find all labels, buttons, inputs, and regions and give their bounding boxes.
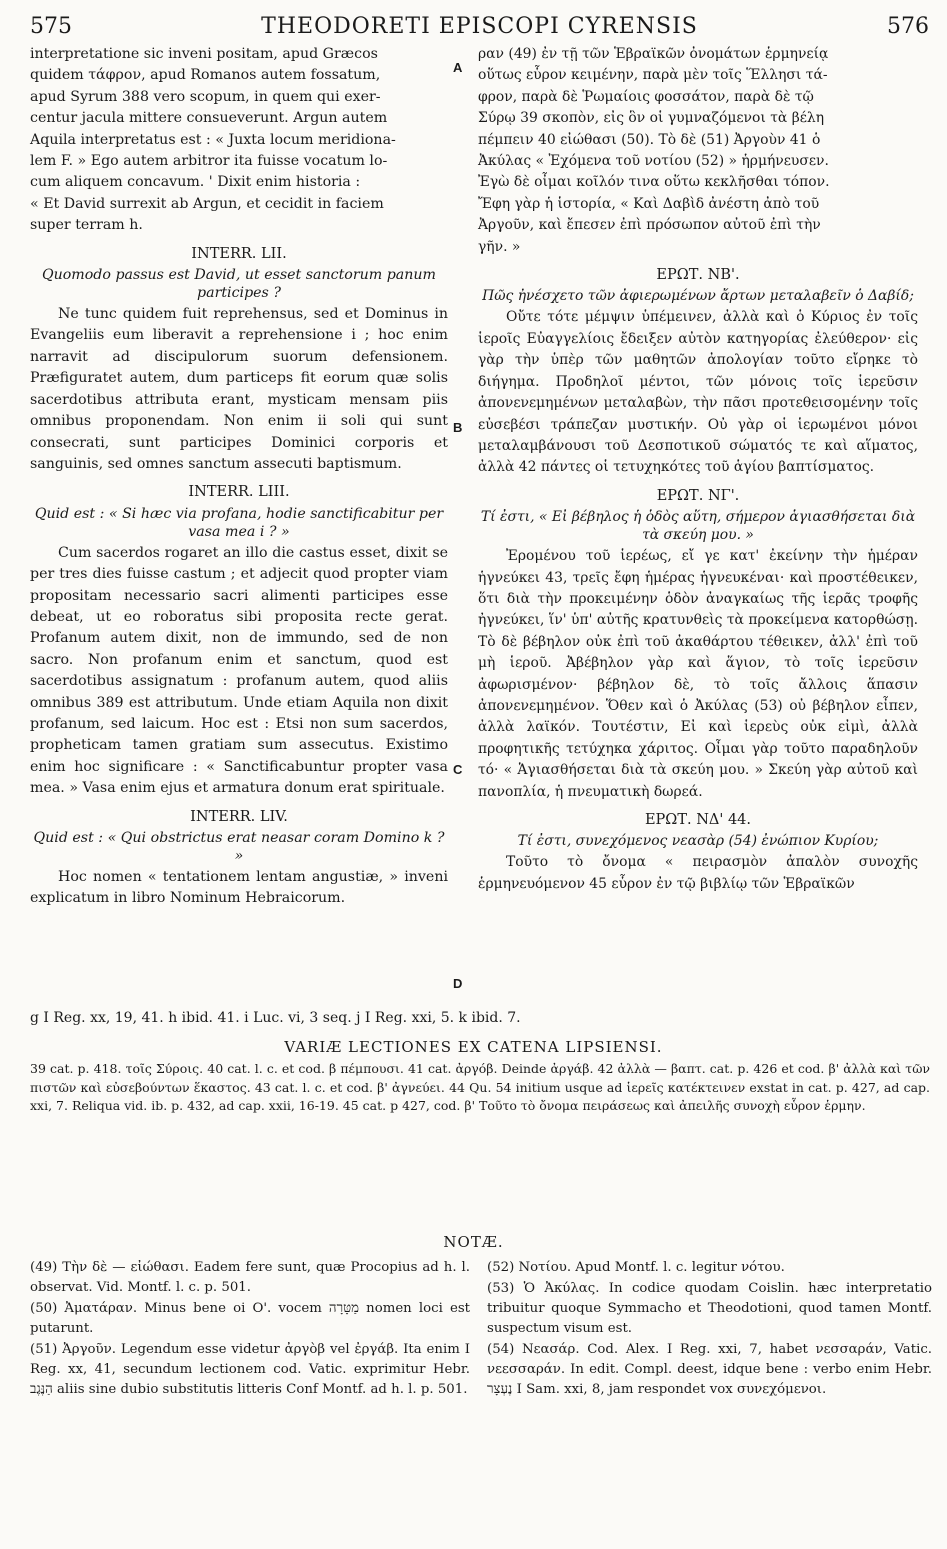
section-text: Οὔτε τότε μέμψιν ὑπέμεινεν, ἀλλὰ καὶ ὁ Κύριος ἐν τοῖς ἱεροῖς Εὐαγγελίοις ἔδειξεν αὐτὸν κατηγορίας ἐλεύθερον· εἰς γὰρ τὴν ὑπὲρ τῶν μαθητῶν ἀπολογίαν τοῦτο εἴρηκε τὸ διήγημα. Προδηλοῖ μέντοι, τῶν μόνοις τοῖς ἱερεῦσιν ἀπονενεμημένων μεταλαβὼν, τὴν πᾶσι προτεθεισομένην τοῖς εὐσεβέσι τράπεζαν μυστικήν. Οὐ γὰρ οἱ ἱερωμένοι μόνοι μεταλαμβάνουσι τοῦ Δεσποτικοῦ σώματός τε καὶ αἵματος, ἀλλὰ 42 πάντες οἱ τετυχηκότες τοῦ ἁγίου βαπτίσματος. <box>478 309 918 476</box>
scripture-footnotes: g I Reg. xx, 19, 41. h ibid. 41. i Luc. vi, 3 seq. j I Reg. xxi, 5. k ibid. 7. <box>30 1010 521 1026</box>
notes-left-column <box>30 1258 470 1401</box>
greek-intro-line: φρον, παρὰ δὲ Ῥωμαίοις φοσσάτον, παρὰ δὲ τῷ <box>478 88 814 105</box>
latin-section-53 <box>30 482 448 799</box>
section-question: Quid est : « Qui obstrictus erat neasar coram Domino k ? » <box>33 830 445 864</box>
greek-intro-line: Ἐγὼ δὲ οἶμαι κοῖλόν τινα οὕτω κεκλῆσθαι τόπον. <box>478 174 830 191</box>
margin-marker-a: A <box>453 60 463 75</box>
margin-marker-b: B <box>453 420 463 435</box>
greek-intro-line: Ἀκύλας « Ἐχόμενα τοῦ νοτίου (52) » ἡρμήνευσεν. <box>478 153 829 170</box>
note-item: (54) Νεασάρ. Cod. Alex. I Reg. xxi, 7, habet νεσσαράν, Vatic. νεεσσαράν. In edit. Compl. deest, idque bene : verbo enim Hebr. נֶעְצָר I Sam. xxi, 8, jam respondet vox συνεχόμενοι. <box>487 1342 932 1397</box>
margin-marker-c: C <box>453 762 463 777</box>
section-text: Cum sacerdos rogaret an illo die castus esset, dixit se per tres dies fuisse castum ; et adjecit quod propter viam propositam necessario sacri alimenti participes esse debeat, ut eo roboratus sibi proposita recte gerat. Profanum autem dixit, non de immundo, sed de non sacro. Non profanum enim et sanctum, quod est sacerdotibus assignatum : profanum autem, quod aliis omnibus 389 est attributum. Unde etiam Aquila non dixit profanum, sed laicum. Hoc est : Etsi non sum sacerdos, propheticam tamen gratiam sum assecutus. Existimo enim hoc significare : « Sanctificabuntur propter vasa mea. » Vasa enim ejus et armatura donum erat spirituale. <box>30 544 448 797</box>
latin-section-54 <box>30 807 448 910</box>
note-item: (51) Ἀργοῦν. Legendum esse videtur ἀργὸβ vel ἐργάβ. Ita enim I Reg. xx, 41, secundum lectionem cod. Vatic. exprimitur Hebr. הַנֶּגֶב aliis sine dubio substitutis litteris Conf Montf. ad h. l. p. 501. <box>30 1342 470 1397</box>
running-head <box>30 14 929 44</box>
page-number-left: 575 <box>30 14 72 39</box>
notes-right-column <box>487 1258 932 1401</box>
page-number-right: 576 <box>887 14 929 39</box>
latin-intro-line: super terram h. <box>30 217 143 234</box>
note-item: (50) Ἀματάραν. Minus bene oi O'. vocem מַטָּרָה nomen loci est putarunt. <box>30 1301 470 1336</box>
section-question: Τί ἐστι, « Εἰ βέβηλος ἡ ὁδὸς αὕτη, σήμερον ἁγιασθήσεται διὰ τὰ σκεύη μου. » <box>480 509 916 544</box>
greek-intro-line: Ἔφη γὰρ ἡ ἱστορία, « Καὶ Δαβὶδ ἀνέστη ἀπὸ τοῦ <box>478 195 820 212</box>
section-heading: INTERR. LII. <box>191 245 287 262</box>
section-question: Quid est : « Si hæc via profana, hodie sanctificabitur per vasa mea i ? » <box>34 505 444 540</box>
section-heading: ΕΡΩΤ. ΝΔ' 44. <box>644 812 752 828</box>
latin-intro-line: quidem τάφρον, apud Romanos autem fossatum, <box>30 67 381 84</box>
latin-intro-line: centur jacula mittere consueverunt. Argun autem <box>30 110 388 127</box>
variae-heading: VARIÆ LECTIONES EX CATENA LIPSIENSI. <box>284 1038 663 1056</box>
greek-intro <box>478 44 918 258</box>
section-text: Hoc nomen « tentationem lentam angustiæ, » inveni explicatum in libro Nominum Hebraicorum. <box>30 869 448 907</box>
latin-intro-line: cum aliquem concavum. ' Dixit enim historia : <box>30 174 361 191</box>
section-question: Quomodo passus est David, ut esset sanctorum panum participes ? <box>42 267 436 302</box>
section-heading: INTERR. LIII. <box>188 484 290 501</box>
section-heading: INTERR. LIV. <box>190 808 288 825</box>
latin-intro-line: lem F. » Ego autem arbitror ita fuisse vocatum lo- <box>30 153 388 170</box>
margin-marker-d: D <box>453 976 463 991</box>
notae-heading: NOTÆ. <box>443 1233 504 1251</box>
note-item: (52) Νοτίου. Apud Montf. l. c. legitur νότου. <box>487 1260 785 1275</box>
greek-intro-line: Ἀργοῦν, καὶ ἔπεσεν ἐπὶ πρόσωπον αὐτοῦ ἐπὶ τὴν <box>478 217 821 234</box>
greek-intro-line: ραν (49) ἐν τῇ τῶν Ἑβραϊκῶν ὀνομάτων ἑρμηνείᾳ <box>478 46 829 62</box>
section-heading: ΕΡΩΤ. ΝΓ'. <box>656 487 740 504</box>
greek-intro-line: πέμπειν 40 εἰώθασι (50). Τὸ δὲ (51) Ἀργοὺν 41 ὁ <box>478 131 821 148</box>
latin-column <box>30 44 448 916</box>
latin-intro-line: Aquila interpretatus est : « Juxta locum meridiona- <box>30 131 396 148</box>
latin-intro-line: apud Syrum 388 vero scopum, in quem qui exer- <box>30 88 381 105</box>
section-question: Πῶς ἠνέσχετο τῶν ἀφιερωμένων ἄρτων μεταλαβεῖν ὁ Δαβίδ; <box>482 288 914 305</box>
section-text: Ἐρομένου τοῦ ἱερέως, εἴ γε κατ' ἐκείνην τὴν ἡμέραν ἡγνεύκει 43, τρεῖς ἔφη ἡμέρας ἡγνευκέναι· καὶ προστέθεικεν, ὅτι διὰ τὴν προκειμένην ὁδὸν ἀναγκαίως τῆς ἱερᾶς τροφῆς ἠγνεύκει, ἵν' ὑπ' αὐτῆς κρατυνθεὶς τὰ προκείμενα κατορθώσῃ. Τὸ δὲ βέβηλον οὐκ ἐπὶ τοῦ ἀκαθάρτου τέθεικεν, ἀλλ' ἐπὶ τοῦ μὴ ἱεροῦ. Ἀβέβηλον γὰρ καὶ ἅγιον, τὸ τοῖς ἱερεῦσιν ἀφωρισμένον· βέβηλον δὲ, τὸ τοῖς ἄλλοις ἅπασιν ἀπονενεμημένον. Ὅθεν καὶ ὁ Ἀκύλας (53) οὐ βέβηλον εἶπεν, ἀλλὰ λαϊκόν. Τουτέστιν, Εἰ καὶ ἱερεὺς οὐκ εἰμὶ, ἀλλὰ προφητικῆς τετύχηκα χάριτος. Οἶμαι γὰρ τοῦτο παραδηλοῦν τό· « Ἁγιασθήσεται διὰ τὰ σκεύη μου. » Σκεύη γὰρ αὐτοῦ καὶ πανοπλία, ἡ πνευματικὴ δωρεά. <box>478 548 918 800</box>
note-item: (53) Ὁ Ἀκύλας. In codice quodam Coislin. hæc interpretatio tribuitur quoque Symmacho et Theodotioni, quod tamen Montf. suspectum visum est. <box>487 1281 932 1336</box>
greek-intro-line: οὕτως εὗρον κειμένην, παρὰ μὲν τοῖς Ἕλλησι τά- <box>478 67 828 84</box>
latin-section-52 <box>30 244 448 476</box>
section-question: Τί ἐστι, συνεχόμενος νεασὰρ (54) ἐνώπιον Κυρίου; <box>517 833 879 850</box>
section-text: Ne tunc quidem fuit reprehensus, sed et Dominus in Evangeliis eum liberavit a reprehensione i ; hoc enim narravit ad discipulorum suorum defensionem. Præfiguratet autem, dum particeps fit eorum quæ solis sacerdotibus attributa erant, mysticam mensam piis omnibus proponendam. Non enim ii soli qui sunt consecrati, sunt participes Dominici corporis et sanguinis, sed omnes sanctum assecuti baptismum. <box>30 306 448 472</box>
latin-intro-line: « Et David surrexit ab Argun, et cecidit in faciem <box>30 195 384 212</box>
variae-text: 39 cat. p. 418. τοῖς Σύροις. 40 cat. l. c. et cod. β πέμπουσι. 41 cat. ἀργόβ. Deinde ἀργάβ. 42 ἀλλὰ — βαπτ. cat. p. 426 et cod. β' ἀλλὰ καὶ τῶν πιστῶν καὶ εὐσεβούντων ἕκαστος. 43 cat. l. c. et cod. β' ἀγνεύει. 44 Qu. 54 initium usque ad ἱερεῖς κατέκτεινεν exstat in cat. p. 427, ad cap. xxi, 7. Reliqua vid. ib. p. 432, ad cap. xxii, 16-19. 45 cat. p 427, cod. β' Τοῦτο τὸ ὄνομα πειράσεως καὶ ἀπειλῆς συνοχὴ εὗρον ἑρμην. <box>30 1061 930 1114</box>
section-text: Τοῦτο τὸ ὄνομα « πειρασμὸν ἁπαλὸν συνοχῆς ἑρμηνευόμενον 45 εὗρον ἐν τῷ βιβλίῳ τῶν Ἑβραϊκῶν <box>478 854 918 892</box>
note-item: (49) Τὴν δὲ — εἰώθασι. Eadem fere sunt, quæ Procopius ad h. l. observat. Vid. Montf. l. c. p. 501. <box>30 1260 470 1295</box>
greek-intro-line: Σύρῳ 39 σκοπὸν, εἰς ὃν οἱ γυμναζόμενοι τὰ βέλη <box>478 110 825 127</box>
page-title: THEODORETI EPISCOPI CYRENSIS <box>261 14 698 39</box>
greek-section-53 <box>478 486 918 803</box>
greek-section-52 <box>478 265 918 479</box>
latin-intro <box>30 44 448 237</box>
latin-intro-line: interpretatione sic inveni positam, apud Græcos <box>30 46 378 62</box>
section-heading: ΕΡΩΤ. ΝΒ'. <box>656 267 740 284</box>
greek-intro-line: γῆν. » <box>478 238 521 255</box>
greek-section-54 <box>478 810 918 895</box>
greek-column <box>478 44 918 901</box>
